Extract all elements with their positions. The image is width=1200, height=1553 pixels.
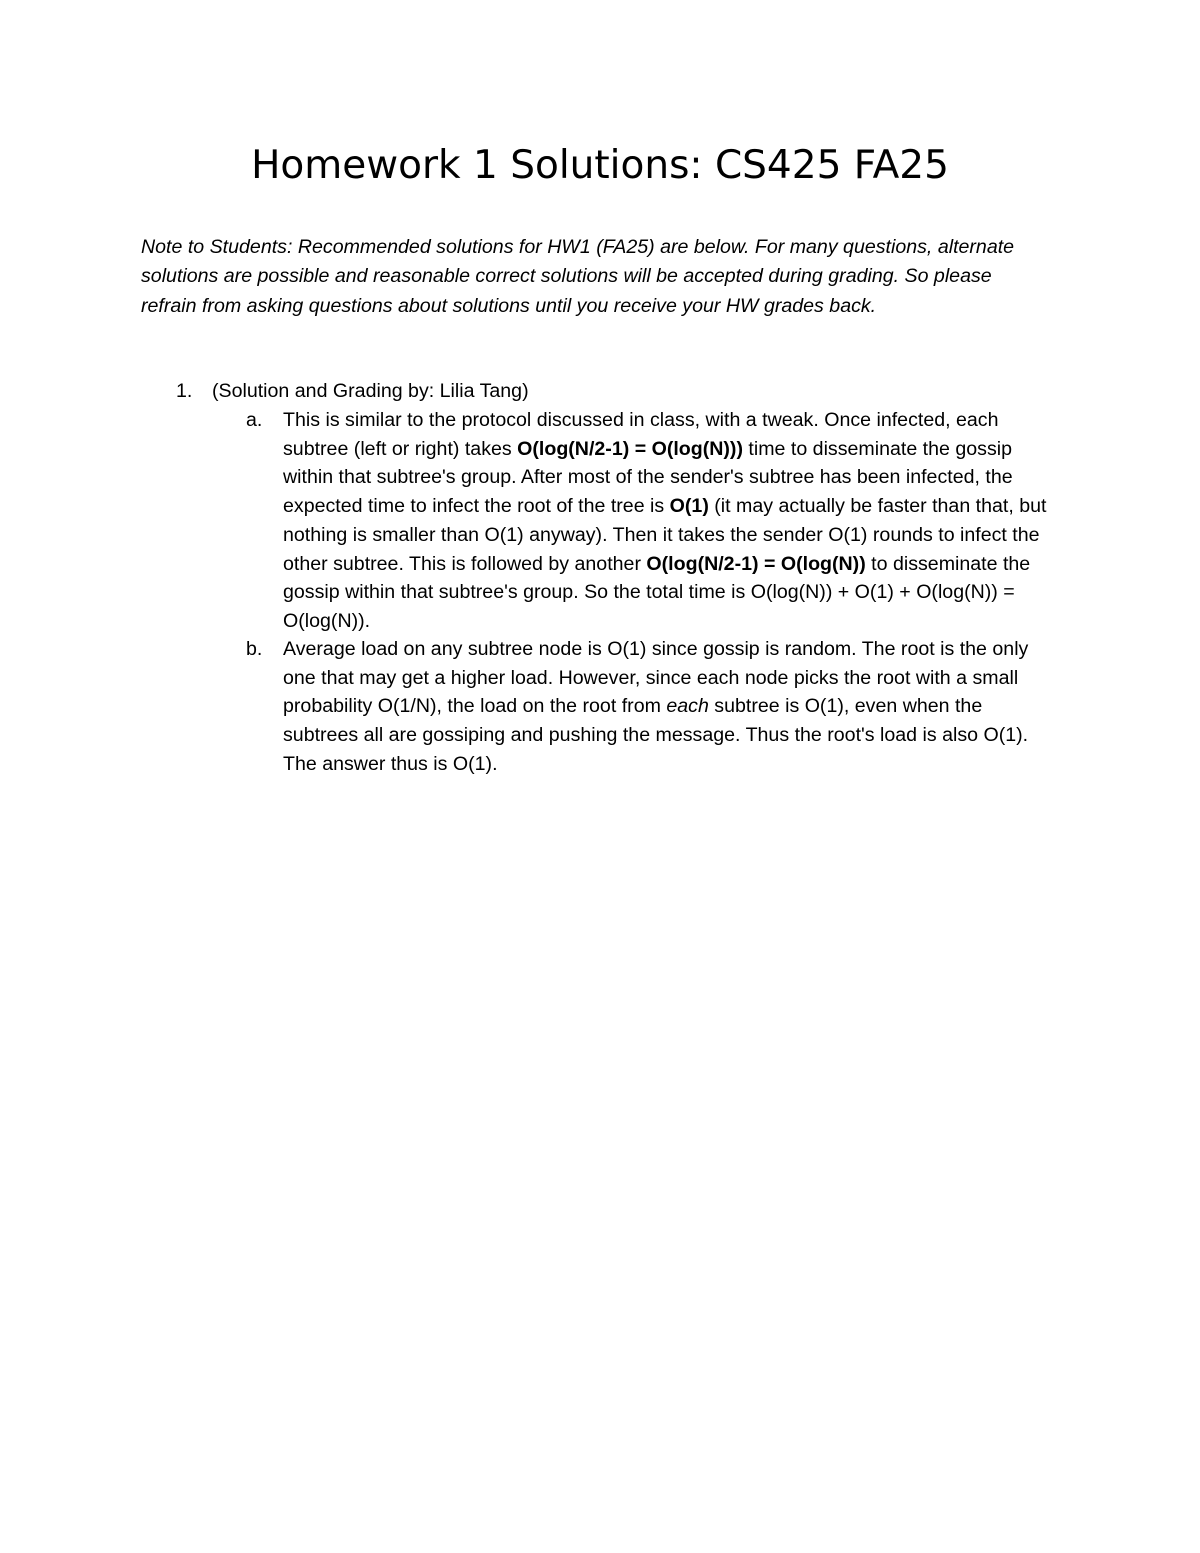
part-a-text [283,406,1061,636]
part-a-marker: a. [246,409,263,431]
part-b-text-2: subtree is O(1), even when the subtrees all are gossiping and pushing the message. Thus the root's load is also O(1). The answer thus is O(1). [283,695,1029,775]
part-a-text-4: to disseminate the gossip within that subtree's group. So the total time is O(log(N)) + O(1) + O(log(N)) = O(log(N)). [283,552,1031,632]
note-to-students: Note to Students: Recommended solutions for HW1 (FA25) are below. For many questions, alternate solutions are possible and reasonable correct solutions will be accepted during grading. So please refrain from asking questions about solutions until you receive your HW grades back. [141,236,1015,317]
part-a-text-2: time to disseminate the gossip within that subtree's group. After most of the sender's subtree has been infected, the expected time to infect the root of the tree is [283,437,1013,518]
part-b-italic-1: each [666,695,709,718]
question-1-credit: (Solution and Grading by: Lilia Tang) [212,380,529,402]
part-b-text [283,635,1061,779]
part-a-bold-2: O(1) [669,495,709,518]
part-a-text-1: This is similar to the protocol discussed in class, with a tweak. Once infected, each subtree (left or right) takes [283,409,999,460]
document-title: Homework 1 Solutions: CS425 FA25 [251,143,949,188]
part-b-marker: b. [246,638,263,660]
question-1-number: 1. [176,380,193,402]
part-a-bold-3: O(log(N/2-1) = O(log(N)) [646,552,866,575]
part-a-bold-1: O(log(N/2-1) = O(log(N))) [517,437,743,460]
part-a-text-3: (it may actually be faster than that, but nothing is smaller than O(1) anyway). Then it takes the sender O(1) rounds to infect the other subtree. This is followed by another [283,495,1047,575]
part-b-text-1: Average load on any subtree node is O(1) since gossip is random. The root is the only one that may get a higher load. However, since each node picks the root with a small probability O(1/N), the load on the root from [283,638,1029,718]
